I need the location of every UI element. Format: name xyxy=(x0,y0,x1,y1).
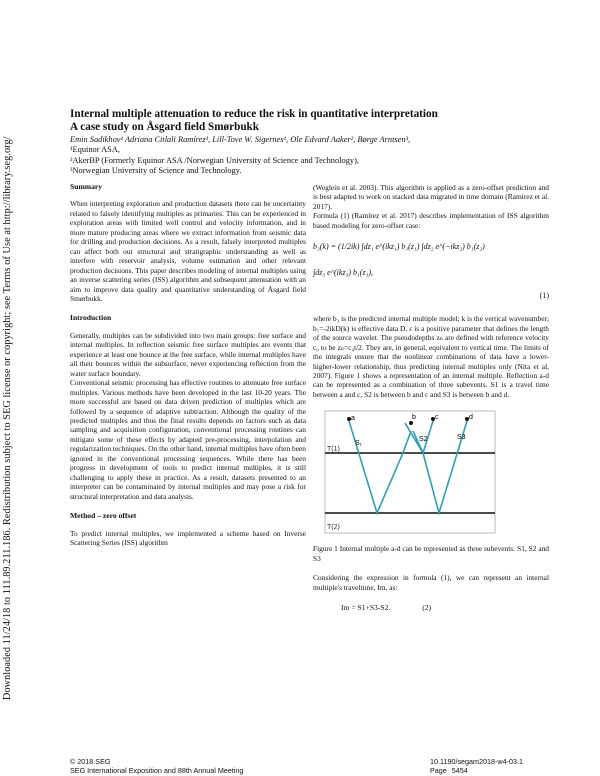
author-list: Emin Sadikhov¹ Adriana Citlali Ramírez¹, Lill-Tove W. Sigernes¹, Ole Edvard Aaker², Børge Arntsen³, xyxy=(70,135,411,144)
label-d: d xyxy=(469,414,473,422)
label-s3: S3 xyxy=(457,434,466,442)
affiliation-3: ³Norwegian University of Science and Technology. xyxy=(70,166,242,175)
figure-1 xyxy=(313,409,549,539)
introduction-heading: Introduction xyxy=(70,313,112,323)
paper-title: Internal multiple attenuation to reduce the risk in quantitative interpretation xyxy=(70,108,438,120)
label-s2: S2 xyxy=(419,436,428,444)
method-paragraph: To predict internal multiples, we implemented a scheme based on Inverse Scattering Series (ISS) algorithm xyxy=(70,528,306,547)
copyright: © 2018 SEG xyxy=(70,757,111,766)
page-number: 5454 xyxy=(451,766,468,775)
summary-heading: Summary xyxy=(70,182,103,191)
paper-header xyxy=(70,108,540,177)
equation-line-1: b₃(k) = (1/2ik) ∫dz₁ e^(ikz₁) b₁(z₁) ∫dz₂ e^(−ikz₂) b₁(z₂) xyxy=(313,242,485,252)
right-paragraph-3: where b₃ is the predicted internal multiple model; k is the vertical wavenumber; b₁=-2ikD(k) is effective data D. ε is a positive parameter that defines the length of the source wavelet. The pseudodepths zₙ are defined with reference velocity c₀ to be zₙ=c₀t/2. They are, in general, equivalent to vertical time. The limits of the integrals ensure that the nonlinear combinations of data have a lower-higher-lower relationship, thus predicting internal multiples only (Nita et al, 2007). Figure 1 shows a representation of an internal multiple. Reflection a-d can be represented as a combination of three subevents. S1 is a travel time between a and c, S2 is between b and c and S3 is between b and d. xyxy=(313,314,549,399)
equation-number: (1) xyxy=(539,291,549,301)
left-column xyxy=(70,182,306,547)
label-s1: S₁ xyxy=(355,440,363,448)
right-paragraph-2: Formula (1) (Ramírez et al. 2017) describes implementation of ISS algorithm based modeling for zero-offset case: xyxy=(313,211,549,230)
page-label: Page xyxy=(430,766,447,775)
affiliation-1: ¹Equinor ASA, xyxy=(70,145,120,154)
internal-multiple-diagram xyxy=(313,409,549,539)
right-paragraph-4: Considering the expression in formula (1), we can represent an internal multiple's traveltime, Im, as: xyxy=(313,573,549,592)
footer-left xyxy=(70,757,243,775)
equation-2-number: (2) xyxy=(422,603,432,613)
right-column xyxy=(313,183,549,613)
horizon-label-upper: T(1) xyxy=(327,446,340,454)
label-c: c xyxy=(435,414,439,422)
affiliation-2: ²AkerBP (Formerly Equinor ASA /Norwegian University of Science and Technology), xyxy=(70,155,359,165)
footer-right xyxy=(430,757,523,775)
point-b xyxy=(409,421,413,425)
equation-line-2: ∫dz₃ e^(ikz₃) b₁(z₃), xyxy=(313,268,374,278)
method-heading: Method – zero offset xyxy=(70,511,137,521)
intro-paragraph-1: Generally, multiples can be subdivided into two main groups: free surface and internal multiples. In reflection seismic free surface multiples are events that experience at least one bounce at the free surface, while internal multiples have all their bounces within the subsurface, never experiencing reflection from the water surface boundary. xyxy=(70,330,306,378)
horizon-label-lower: T(2) xyxy=(327,524,340,532)
doi: 10.1190/segam2018-w4-03.1 xyxy=(430,757,523,766)
label-b: b xyxy=(412,414,416,422)
intro-paragraph-2: Conventional seismic processing has effective routines to attenuate free surface multiples. Various methods have been developed in the last 10-20 years. The more successful are based on data driven prediction of multiples which are followed by a sequence of adaptive subtraction. Although the quality of the predicted multiples and thus the final results depends on factors such as data sampling and acquisition configuration, conventional processing routines can mitigate some of these effects by adapted pre-processing, interpolation and regularization techniques. On the other hand, internal multiples have often been ignored in the conventional processing sequences. While there has been progress in development of tools to predict internal multiples, it is still challenging to apply these in practice. As a result, datasets presented to an interpreter can be contaminated by internal multiples and may pose a risk for structural interpretation and data analysis. xyxy=(70,378,306,501)
equation-1 xyxy=(313,234,549,309)
label-a: a xyxy=(351,415,355,423)
equation-2 xyxy=(341,603,549,612)
right-paragraph-1: (Weglein et al. 2003). This algorithm is applied as a zero-offset prediction and is best adapted to work on stacked data migrated in time domain (Ramírez et al. 2017). xyxy=(313,183,549,211)
page-indicator xyxy=(430,766,523,775)
download-note: Downloaded 11/24/18 to 111.89.211.186. Redistribution subject to SEG license or copyright; see Terms of Use at http://library.seg.org/ xyxy=(2,136,13,700)
figure-caption: Figure 1 Internal multiple a-d can be represented as three subevents: S1, S2 and S3 xyxy=(313,544,549,563)
paper-subtitle: A case study on Åsgard field Smørbukk xyxy=(70,121,259,133)
equation-2-expression: Im = S1+S3-S2. xyxy=(341,603,391,613)
meeting-name: SEG International Exposition and 88th Annual Meeting xyxy=(70,766,244,775)
summary-text: When interpreting exploration and production datasets there can be uncertainty related to falsely identifying multiples as primaries. This can be experienced in exploration areas with limited well control and velocity information, and in more mature producing areas where we extract information from seismic data for drilling and production decisions. As a result, falsely interpreted multiples can affect both our structural and stratigraphic understanding as well as interfere with reservoir analysis, volume estimation and other relevant production decisions. This paper describes modeling of internal multiples using an inverse scattering series (ISS) algorithm and subsequent attenuation with an aim to improve data quality and quantitative understanding of Åsgard field Smørbukk. xyxy=(70,199,306,303)
